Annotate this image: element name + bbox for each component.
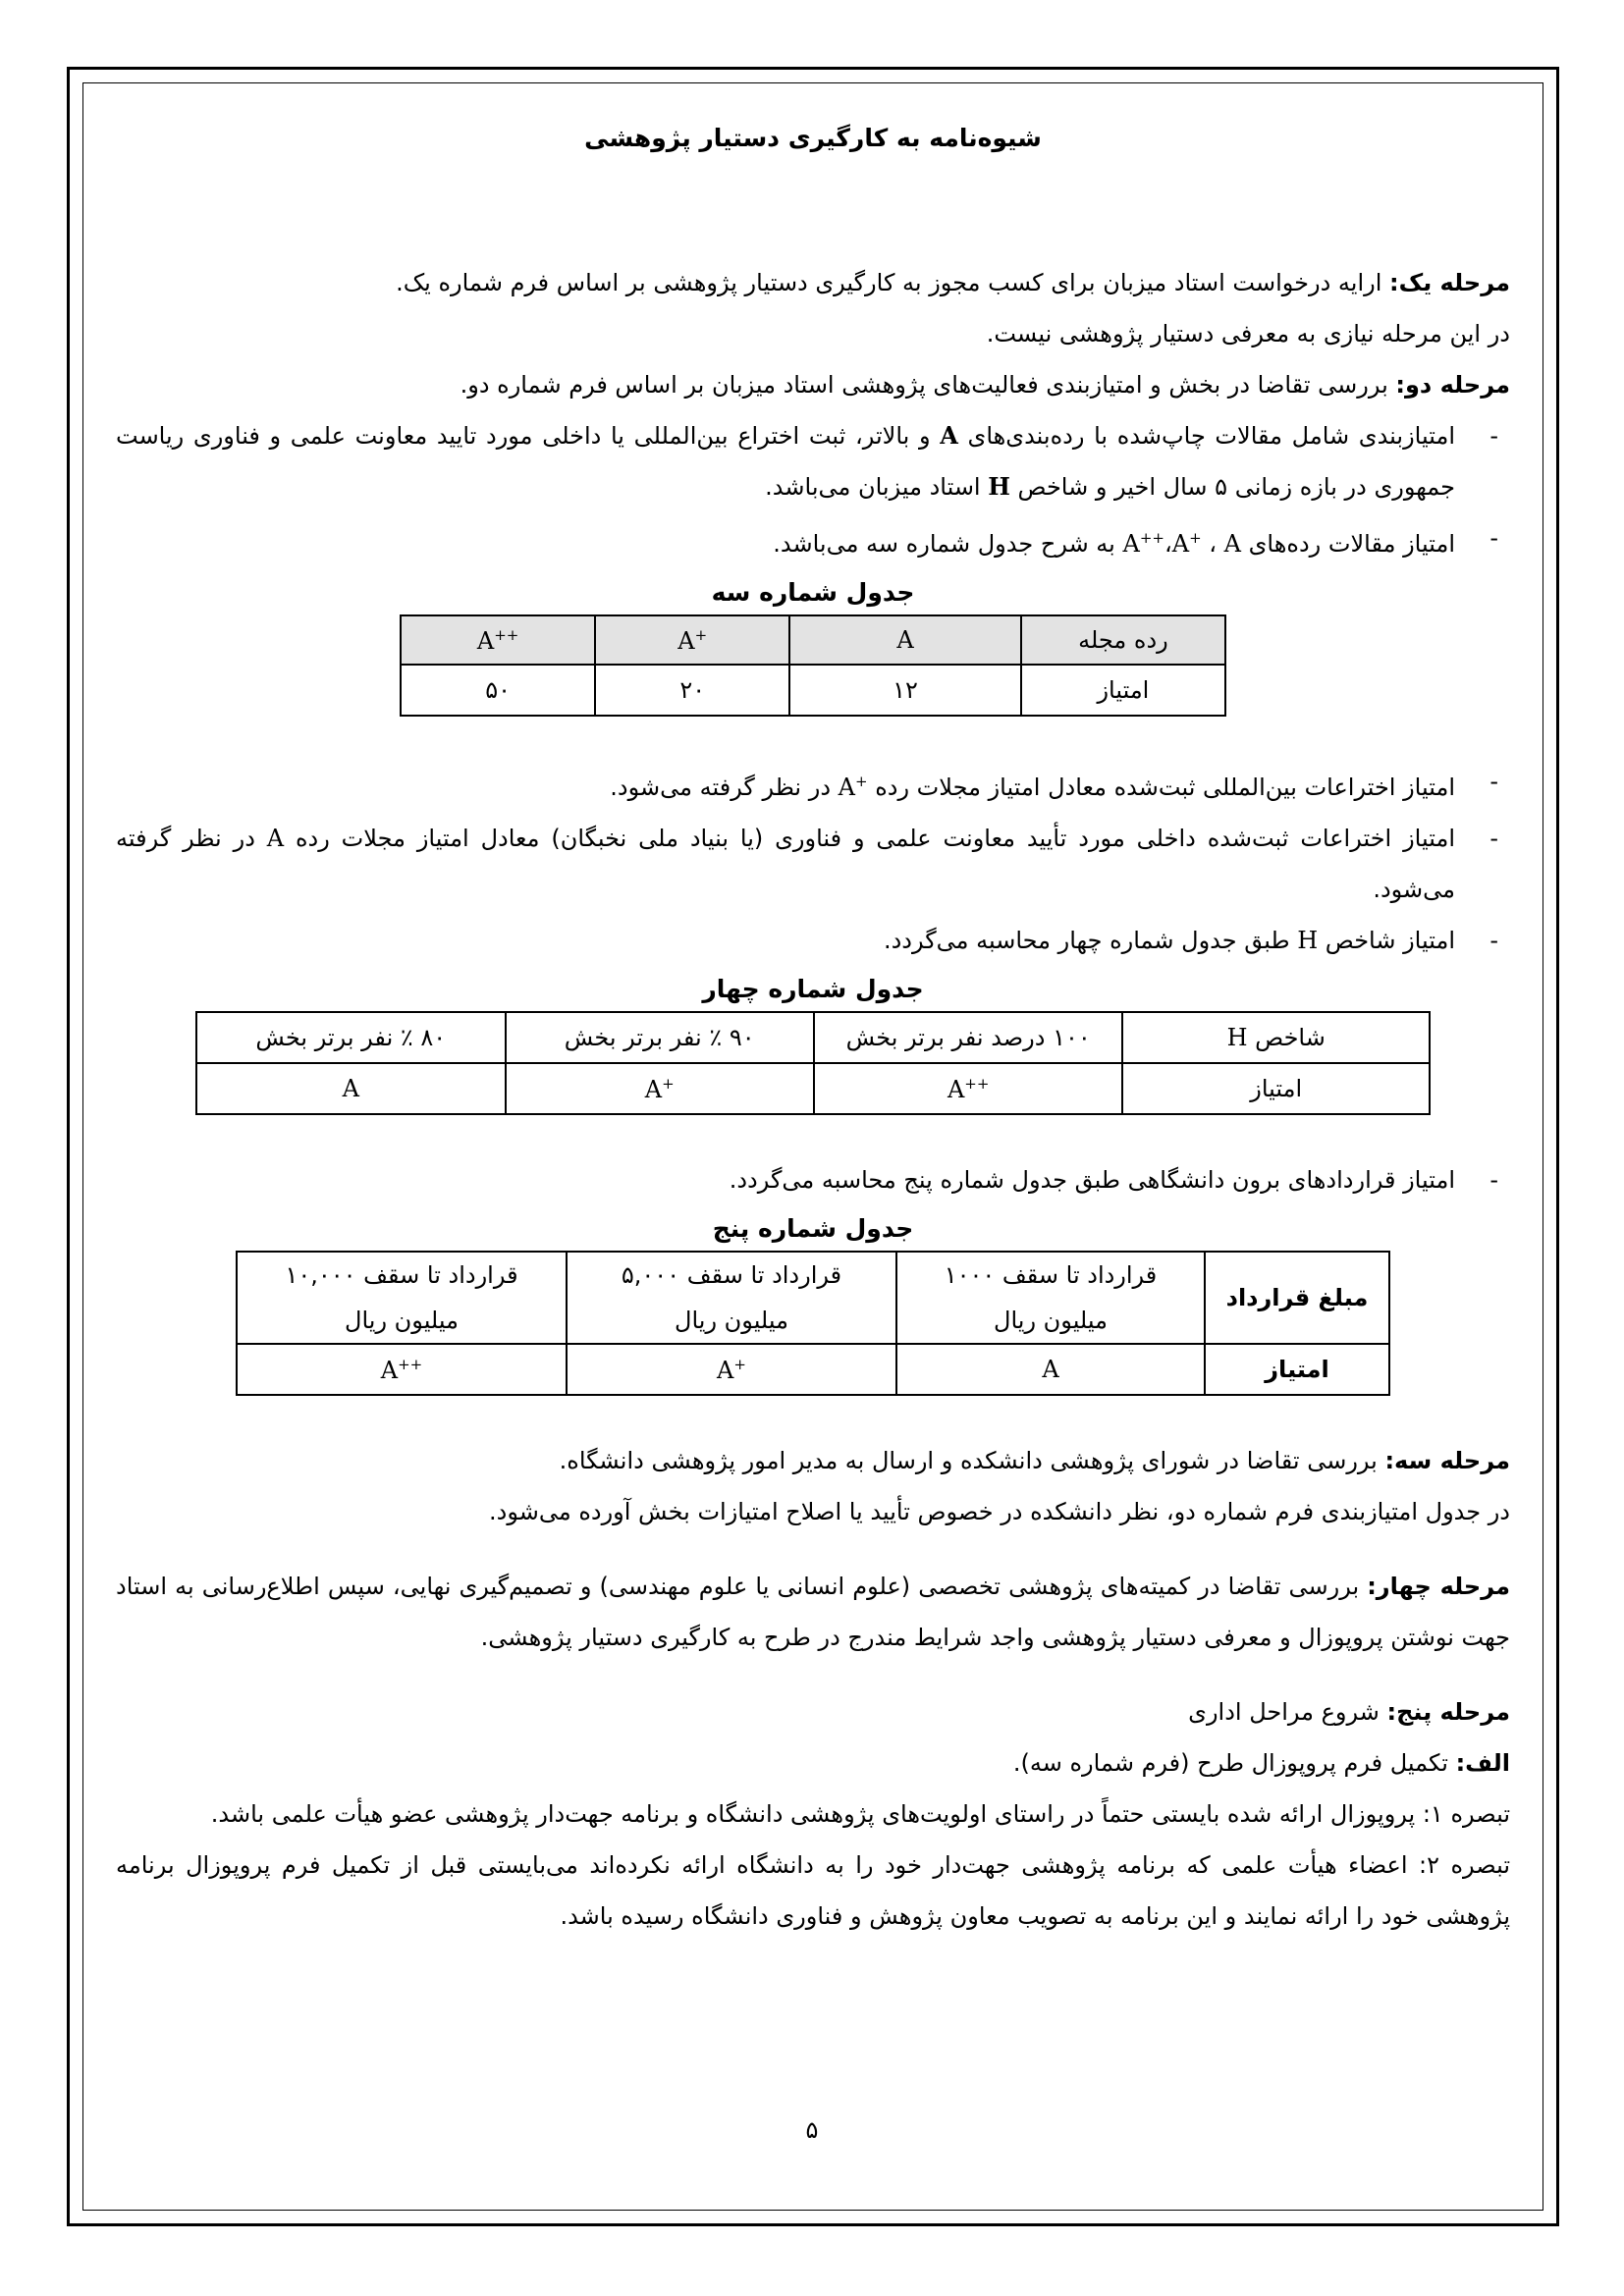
stage-3-label: مرحله سه:: [1384, 1447, 1510, 1474]
bullet-4-text-b: در نظر گرفته می‌شود.: [116, 825, 1455, 903]
table-cell: ۸۰ ٪ نفر برتر بخش: [196, 1012, 506, 1063]
stage-1-label: مرحله یک:: [1389, 269, 1510, 296]
table-row: [401, 665, 1225, 716]
table-cell: A: [196, 1063, 506, 1114]
bullet-dash: -: [1489, 825, 1498, 852]
rank-a-symbol: A: [266, 825, 285, 852]
table-cell: امتیاز: [1205, 1344, 1389, 1395]
stage-5-note-1: تبصره ۱: پروپوزال ارائه شده بایستی حتماً در راستای اولویت‌های پژوهشی دانشگاه و برنامه جهت‌دار پژوهشی عضو هیأت علمی باشد.: [210, 1800, 1510, 1828]
table-cell: A+: [567, 1344, 896, 1395]
bullet-2-text-a: امتیاز مقالات رده‌های: [1241, 530, 1455, 558]
stage-2-bullet-6: [116, 1154, 1510, 1205]
bullet-2-text-b: به شرح جدول شماره سه می‌باشد.: [773, 530, 1123, 558]
document-title: شیوه‌نامه به کارگیری دستیار پژوهشی: [584, 124, 1042, 152]
bullet-3-text-b: در نظر گرفته می‌شود.: [610, 774, 839, 801]
rank-a-plus-symbol: A+: [838, 773, 868, 801]
bullet-4-text-a: امتیاز اختراعات ثبت‌شده داخلی مورد تأیید معاونت علمی و فناوری (یا بنیاد ملی نخبگان) معادل امتیاز مجلات رده: [284, 825, 1455, 852]
table-cell: قرارداد تا سقف ۱۰,۰۰۰ میلیون ریال: [237, 1252, 567, 1344]
stage-1-text: ارایه درخواست استاد میزبان برای کسب مجوز به کارگیری دستیار پژوهشی بر اساس فرم شماره یک.: [396, 269, 1390, 296]
table-3-journal-scores: [400, 614, 1226, 717]
table-cell: A++: [237, 1344, 567, 1395]
bullet-1-text-c: استاد میزبان می‌باشد.: [765, 473, 989, 501]
table-3-caption: جدول شماره سه: [711, 578, 915, 607]
table-cell: A+: [595, 615, 789, 665]
h-index-symbol: H: [1297, 927, 1319, 954]
stage-3-paragraph: [116, 1435, 1510, 1486]
stage-2-bullet-2: [116, 512, 1510, 569]
bullet-dash: -: [1489, 524, 1498, 552]
table-cell: ۲۰: [595, 665, 789, 716]
alef-text: تکمیل فرم پروپوزال طرح (فرم شماره سه).: [1012, 1749, 1456, 1777]
bullet-6-text: امتیاز قراردادهای برون دانشگاهی طبق جدول شماره پنج محاسبه می‌گردد.: [729, 1166, 1455, 1194]
stage-5-alef: [116, 1737, 1510, 1789]
bullet-dash: -: [1489, 768, 1498, 795]
table-cell: امتیاز: [1021, 665, 1225, 716]
stage-5-text: شروع مراحل اداری: [1188, 1698, 1387, 1726]
stage-1-note: در این مرحله نیازی به معرفی دستیار پژوهشی نیست.: [986, 320, 1510, 347]
bullet-dash: -: [1489, 1166, 1498, 1194]
table-cell: A++: [814, 1063, 1122, 1114]
stage-4-label: مرحله چهار:: [1367, 1573, 1511, 1600]
stage-2-bullet-3: [116, 756, 1510, 813]
table-cell: مبلغ قرارداد: [1205, 1252, 1389, 1344]
stage-5-note-2: تبصره ۲: اعضاء هیأت علمی که برنامه پژوهشی جهت‌دار خود را به دانشگاه ارائه نکرده‌اند می‌بایستی قبل از تکمیل فرم پروپوزال برنامه پژوهشی خود را ارائه نمایند و این برنامه به تصویب معاون پژوهش و فناوری دانشگاه رسیده باشد.: [116, 1851, 1510, 1930]
table-5-contract-scores: [236, 1251, 1390, 1396]
bullet-dash: -: [1489, 927, 1498, 954]
table-cell: A++: [401, 615, 595, 665]
stage-2-bullet-1: [116, 410, 1510, 512]
table-row: [237, 1252, 1389, 1344]
table-5-caption: جدول شماره پنج: [712, 1214, 914, 1243]
stage-4-paragraph: [116, 1561, 1510, 1663]
table-row: [196, 1012, 1430, 1063]
table-cell: ۵۰: [401, 665, 595, 716]
stage-2-text: بررسی تقاضا در بخش و امتیازبندی فعالیت‌های پژوهشی استاد میزبان بر اساس فرم شماره دو.: [460, 371, 1396, 399]
stage-2-bullet-4: [116, 813, 1510, 915]
stage-2-paragraph: [116, 359, 1510, 410]
table-cell: قرارداد تا سقف ۱۰۰۰ میلیون ریال: [896, 1252, 1205, 1344]
table-cell: رده مجله: [1021, 615, 1225, 665]
h-index-symbol: H: [988, 472, 1010, 501]
bullet-1-text-b: و بالاتر، ثبت اختراع بین‌المللی یا داخلی مورد تایید معاونت علمی و فناوری ریاست جمهوری در بازه زمانی ۵ سال اخیر و شاخص: [116, 422, 1455, 501]
page-number: ۵: [805, 2116, 819, 2144]
stage-3-text: بررسی تقاضا در شورای پژوهشی دانشکده و ارسال به مدیر امور پژوهشی دانشگاه.: [559, 1447, 1385, 1474]
bullet-5-text-b: طبق جدول شماره چهار محاسبه می‌گردد.: [883, 927, 1298, 954]
table-cell: امتیاز: [1122, 1063, 1430, 1114]
stage-5-paragraph: [116, 1686, 1510, 1737]
table-cell: شاخص H: [1122, 1012, 1430, 1063]
table-cell: ۱۰۰ درصد نفر برتر بخش: [814, 1012, 1122, 1063]
table-cell: ۱۲: [789, 665, 1021, 716]
table-row: [237, 1344, 1389, 1395]
table-4-h-index-scores: [195, 1011, 1431, 1115]
table-cell: A: [896, 1344, 1205, 1395]
journal-ranks-list: A++،A+ ، A: [1122, 529, 1241, 558]
bullet-dash: -: [1489, 422, 1498, 450]
stage-4-text: بررسی تقاضا در کمیته‌های پژوهشی تخصصی (علوم انسانی یا علوم مهندسی) و تصمیم‌گیری نهایی، سپس اطلاع‌رسانی به استاد جهت نوشتن پروپوزال و معرفی دستیار پژوهشی واجد شرایط مندرج در طرح به کارگیری دستیار پژوهشی.: [116, 1573, 1510, 1651]
table-4-caption: جدول شماره چهار: [702, 975, 924, 1003]
table-cell: قرارداد تا سقف ۵,۰۰۰ میلیون ریال: [567, 1252, 896, 1344]
table-cell: A+: [506, 1063, 814, 1114]
bullet-5-text-a: امتیاز شاخص: [1318, 927, 1455, 954]
stage-5-label: مرحله پنج:: [1386, 1698, 1510, 1726]
stage-1-paragraph: [116, 257, 1510, 308]
alef-label: الف:: [1455, 1749, 1510, 1777]
stage-2-label: مرحله دو:: [1395, 371, 1510, 399]
table-row: [401, 615, 1225, 665]
stage-3-note: در جدول امتیازبندی فرم شماره دو، نظر دانشکده در خصوص تأیید یا اصلاح امتیازات بخش آورده می‌شود.: [489, 1498, 1510, 1525]
document-body: [116, 118, 1510, 1942]
table-cell: A: [789, 615, 1021, 665]
bullet-3-text-a: امتیاز اختراعات بین‌المللی ثبت‌شده معادل امتیاز مجلات رده: [867, 774, 1455, 801]
stage-2-bullet-5: [116, 915, 1510, 966]
rank-a-symbol: A: [940, 421, 958, 450]
table-cell: ۹۰ ٪ نفر برتر بخش: [506, 1012, 814, 1063]
table-row: [196, 1063, 1430, 1114]
bullet-1-text-a: امتیازبندی شامل مقالات چاپ‌شده با رده‌بندی‌های: [957, 422, 1456, 450]
